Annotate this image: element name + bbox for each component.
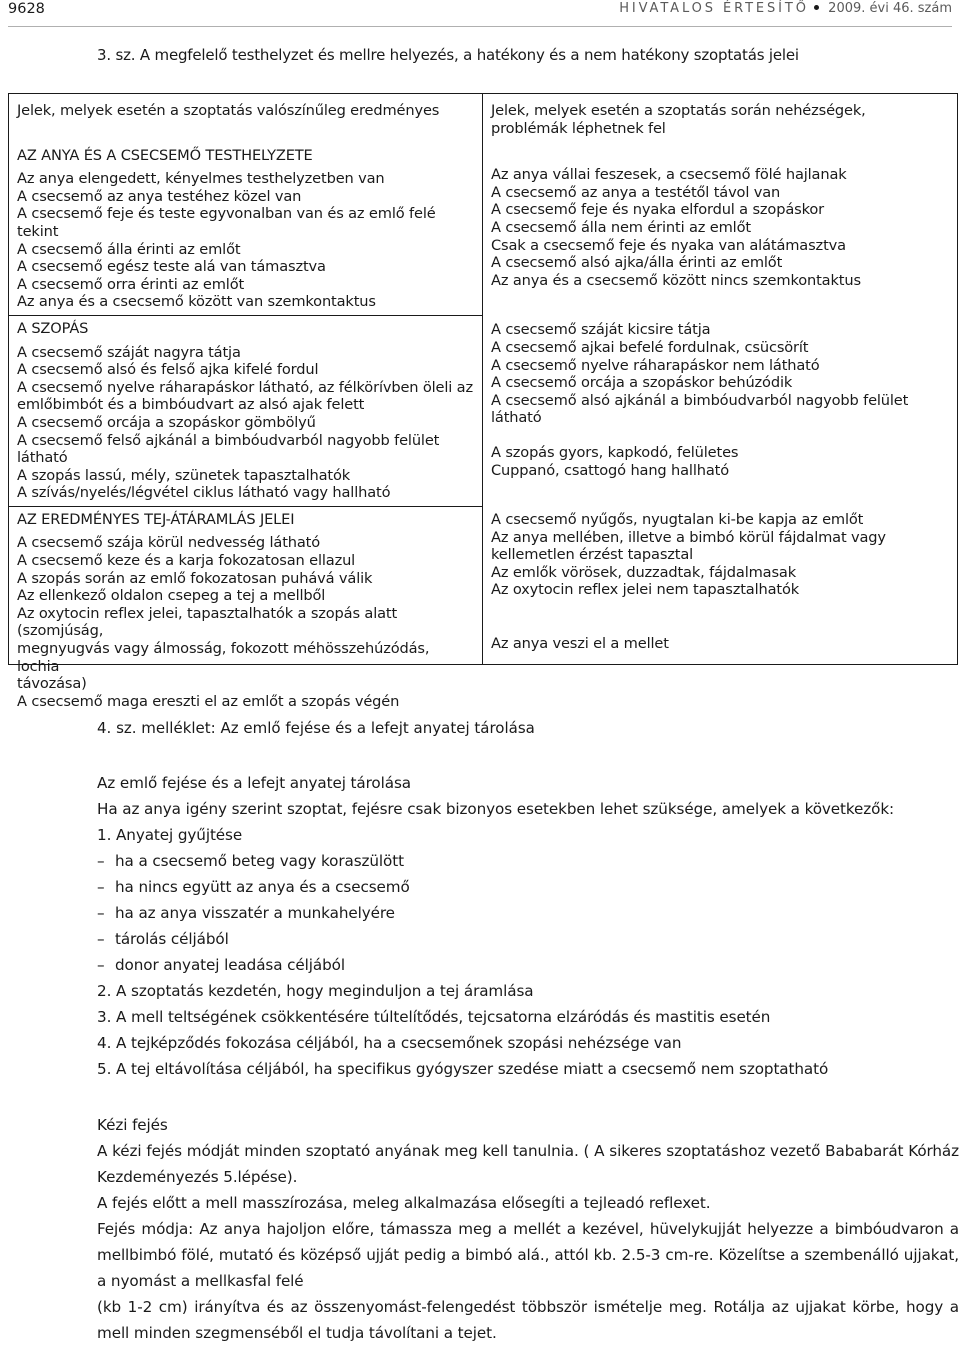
right-column — [483, 94, 957, 664]
annex-intro: Ha az anya igény szerint szoptat, fejésre csak bizonyos esetekben lehet szüksége, amelyek a következők: — [97, 800, 895, 818]
section-heading: AZ ANYA ÉS A CSECSEMŐ TESTHELYZETE — [17, 146, 313, 164]
table-row: látható — [17, 449, 68, 467]
annex-subtitle: Az emlő fejése és a lefejt anyatej tárolása — [97, 774, 411, 792]
table-row: A csecsemő keze és a karja fokozatosan ellazul — [17, 552, 356, 570]
table-row: A szopás gyors, kapkodó, felületes — [491, 443, 739, 461]
section-heading: AZ EREDMÉNYES TEJ-ÁTÁRAMLÁS JELEI — [17, 510, 295, 528]
table-row: A csecsemő szája körül nedvesség látható — [17, 534, 321, 552]
table-row: Az oxytocin reflex jelei, tapasztalhatók a szopás alatt (szomjúság, — [17, 604, 398, 640]
dash-icon: – — [97, 956, 105, 974]
table-row: Cuppanó, csattogó hang hallható — [491, 461, 729, 479]
bullet-icon — [814, 5, 819, 10]
list-item: 2. A szoptatás kezdetén, hogy meginduljon a tej áramlása — [97, 982, 534, 1000]
paragraph: A fejés előtt a mell masszírozása, meleg alkalmazása elősegíti a tejleadó reflexet. — [97, 1194, 711, 1212]
publication-name: HIVATALOS ÉRTESÍTŐ — [619, 1, 809, 16]
table-row: A csecsemő felső ajkánál a bimbóudvarból nagyobb felület — [17, 431, 440, 449]
list-item: 1. Anyatej gyűjtése — [97, 826, 243, 844]
dash-icon: – — [97, 904, 105, 922]
right-header-line: problémák léphetnek fel — [491, 119, 666, 137]
table-row: Csak a csecsemő feje és nyaka van alátámasztva — [491, 236, 846, 254]
table-row: A csecsemő az anya a testétől távol van — [491, 183, 781, 201]
running-header — [619, 1, 952, 16]
list-item: – ha az anya visszatér a munkahelyére — [97, 900, 959, 926]
list-item: – tárolás céljából — [97, 926, 959, 952]
table-row: A szopás lassú, mély, szünetek tapasztalhatók — [17, 466, 351, 484]
list-item: – donor anyatej leadása céljából — [97, 952, 959, 978]
left-column — [9, 94, 483, 710]
table-row: Az anya és a csecsemő között nincs szemkontaktus — [491, 271, 861, 289]
table-row: kellemetlen érzést tapasztal — [491, 546, 694, 564]
section-heading: A SZOPÁS — [17, 319, 89, 337]
table-row: távozása) — [17, 675, 87, 693]
list-item: 3. A mell teltségének csökkentésére túltelítődés, tejcsatorna elzáródás és mastitis esetén — [97, 1008, 771, 1026]
manual-title: Kézi fejés — [97, 1116, 168, 1134]
dash-icon: – — [97, 930, 105, 948]
list-item: – ha nincs együtt az anya és a csecsemő — [97, 874, 959, 900]
section-divider — [9, 506, 482, 711]
table-row: A csecsemő ajkai befelé fordulnak, csücsörít — [491, 338, 809, 356]
table-row: Az anya veszi el a mellet — [491, 635, 669, 653]
table-row: A csecsemő alsó ajkánál a bimbóudvarból nagyobb felület — [491, 391, 909, 409]
table-row: A csecsemő nyelve ráharapáskor nem látható — [491, 356, 820, 374]
table-row: A csecsemő nyűgős, nyugtalan ki-be kapja az emlőt — [491, 511, 864, 529]
table-row: Az anya és a csecsemő között van szemkontaktus — [17, 293, 376, 311]
table-row: A csecsemő az anya testéhez közel van — [17, 187, 302, 205]
paragraph: (kb 1-2 cm) irányítva és az összenyomást-felengedést többször ismételje meg. Rotálja az ujjakat körbe, hogy a mell minden szegmenséből el tudja távolítani a tejet. — [97, 1298, 959, 1342]
table-row: A szopás során az emlő fokozatosan puhává válik — [17, 569, 373, 587]
table-row: Az anya mellében, illetve a bimbó körül fájdalmat vagy — [491, 528, 886, 546]
table-row: A csecsemő száját kicsire tátja — [491, 321, 711, 339]
table-row: Az oxytocin reflex jelei nem tapasztalhatók — [491, 581, 800, 599]
paragraph: Fejés módja: Az anya hajoljon előre, támassza meg a mellét a kezével, hüvelykujját helyezze a bimbóudvaron a mellbimbó fölé, mutató és középső ujját pedig a bimbó alá., attól kb. 2.5-3 cm-re. Közelítse a szembenálló ujjakat, a nyomást a mellkasfal felé — [97, 1220, 959, 1290]
paragraph: A kézi fejés módját minden szoptató anyának meg kell tanulnia. ( A sikeres szoptatáshoz vezető Bababarát Kórház Kezdeményezés 5.lépése). — [97, 1142, 959, 1186]
table-row: látható — [491, 409, 542, 427]
table-row: A csecsemő száját nagyra tátja — [17, 343, 241, 361]
table-row: megnyugvás vagy álmosság, fokozott méhösszehúzódás, lochia — [17, 640, 430, 675]
section-divider — [9, 315, 482, 502]
header-rule — [8, 26, 952, 27]
table-row: A csecsemő maga ereszti el az emlőt a szopás végén — [17, 692, 400, 710]
dash-icon: – — [97, 852, 105, 870]
table-row: A csecsemő feje és nyaka elfordul a szopáskor — [491, 201, 824, 219]
section-title: 3. sz. A megfelelő testhelyzet és mellre helyezés, a hatékony és a nem hatékony szoptatás jelei — [97, 46, 799, 64]
table-row: A csecsemő alsó és felső ajka kifelé fordul — [17, 361, 319, 379]
issue-label: 2009. évi 46. szám — [828, 1, 952, 16]
table-row: A csecsemő orra érinti az emlőt — [17, 275, 245, 293]
table-row: A csecsemő egész teste alá van támasztva — [17, 258, 326, 276]
page-number: 9628 — [8, 1, 45, 17]
table-row: Az emlők vörösek, duzzadtak, fájdalmasak — [491, 563, 797, 581]
table-row: A csecsemő orcája a szopáskor behúzódik — [491, 374, 793, 392]
table-row: A csecsemő álla nem érinti az emlőt — [491, 218, 751, 236]
list-item: 4. A tejképződés fokozása céljából, ha a csecsemőnek szopási nehézsége van — [97, 1034, 682, 1052]
table-row: A szívás/nyelés/légvétel ciklus látható vagy hallható — [17, 484, 391, 502]
table-row: A csecsemő alsó ajka/álla érinti az emlőt — [491, 254, 783, 272]
dash-icon: – — [97, 878, 105, 896]
left-column-header: Jelek, melyek esetén a szoptatás valószínűleg eredményes — [17, 102, 440, 119]
list-item: – ha a csecsemő beteg vagy koraszülött — [97, 848, 959, 874]
table-row: A csecsemő feje és teste egyvonalban van és az emlő felé tekint — [17, 205, 436, 240]
list-item: 5. A tej eltávolítása céljából, ha specifikus gyógyszer szedése miatt a csecsemő nem szoptatható — [97, 1060, 829, 1078]
right-header-line: Jelek, melyek esetén a szoptatás során nehézségek, — [491, 102, 866, 119]
table-row: Az anya elengedett, kényelmes testhelyzetben van — [17, 170, 385, 188]
table-row: Az ellenkező oldalon csepeg a tej a mellből — [17, 587, 326, 605]
table-row: A csecsemő álla érinti az emlőt — [17, 240, 241, 258]
annex-title: 4. sz. melléklet: Az emlő fejése és a lefejt anyatej tárolása — [97, 719, 535, 737]
annex-body — [97, 770, 959, 1346]
table-row: A csecsemő orcája a szopáskor gömbölyű — [17, 413, 316, 431]
signs-table — [8, 93, 958, 710]
table-row: Az anya vállai feszesek, a csecsemő fölé hajlanak — [491, 166, 847, 184]
table-row: A csecsemő nyelve ráharapáskor látható, az félkörívben öleli az — [17, 378, 473, 396]
table-row: emlőbimbót és a bimbóudvart az alsó ajak felett — [17, 396, 365, 414]
right-column-header — [491, 102, 949, 137]
